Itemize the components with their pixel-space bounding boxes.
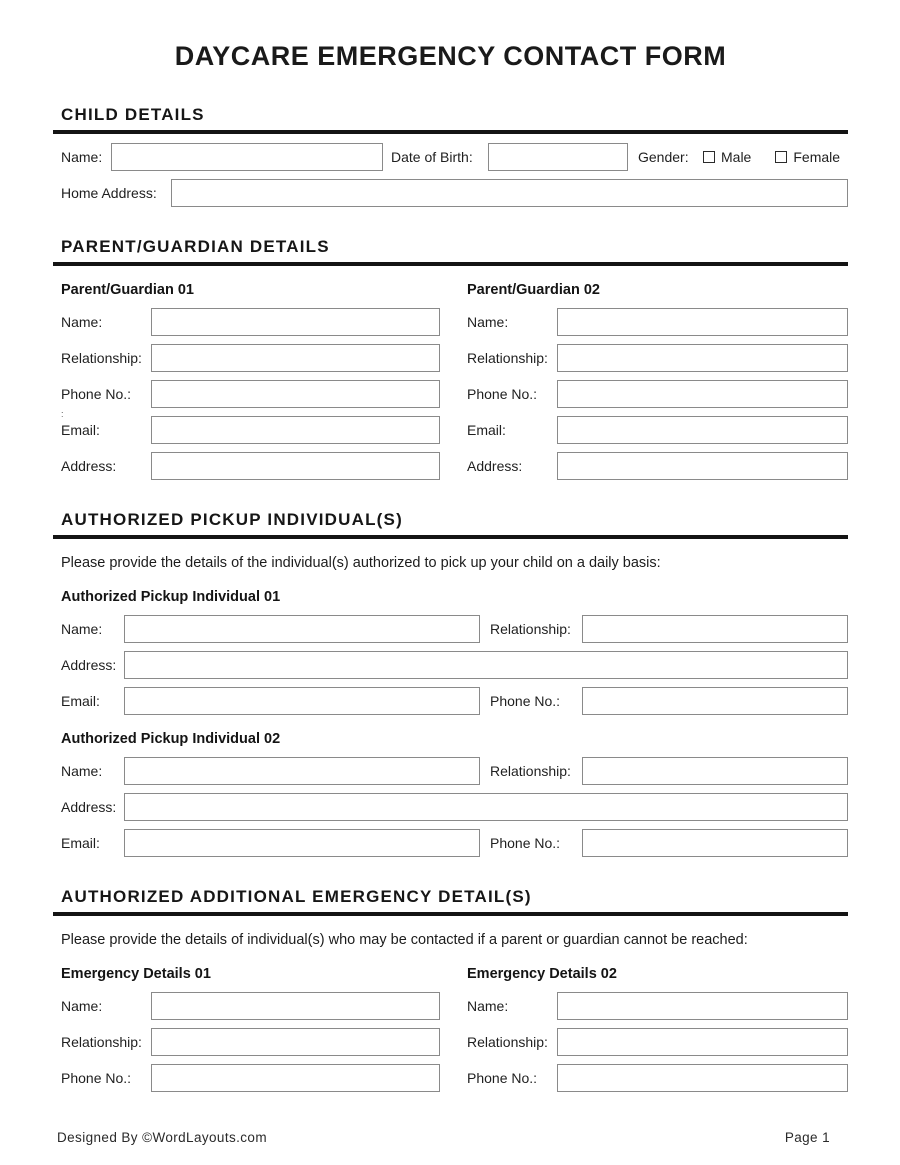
pickup2-phone-label: Phone No.: [490,835,561,851]
parent1-name-input[interactable] [151,308,440,336]
column-gap [440,964,467,1092]
parent-guardian-divider [53,262,848,266]
pickup2-email-row [61,829,848,857]
child-row-2 [61,179,848,207]
pickup1-relationship-label: Relationship: [490,621,571,637]
pickup2-email-label: Email: [61,835,100,851]
pickup1-phone-input[interactable] [582,687,848,715]
pickup1-phone-label: Phone No.: [490,693,561,709]
parent1-column [61,280,440,480]
emergency-divider [53,912,848,916]
pickup2-phone-input[interactable] [582,829,848,857]
pickup1-name-input[interactable] [124,615,480,643]
gender-male-label: Male [721,149,752,165]
pickup2-address-label: Address: [61,799,117,815]
pickup2-email-input[interactable] [124,829,480,857]
emergency-columns [61,964,848,1092]
parent-guardian-columns [61,280,848,480]
parent2-phone-label: Phone No.: [467,386,538,402]
pickup2-relationship-input[interactable] [582,757,848,785]
parent1-email-label: Email: [61,422,100,438]
parent2-relationship-row [467,344,848,372]
pickup-divider [53,535,848,539]
parent1-email-row [61,416,440,444]
parent2-column [467,280,848,480]
parent2-relationship-input[interactable] [557,344,848,372]
parent2-name-label: Name: [467,314,509,330]
pickup1-address-row [61,651,848,679]
emergency2-phone-row [467,1064,848,1092]
child-details-divider [53,130,848,134]
pickup1-name-label: Name: [61,621,103,637]
pickup1-subheading: Authorized Pickup Individual 01 [61,589,281,605]
emergency2-relationship-label: Relationship: [467,1034,548,1050]
emergency2-name-label: Name: [467,998,509,1014]
parent1-phone-row [61,380,440,419]
child-home-address-input[interactable] [171,179,848,207]
parent2-address-row [467,452,848,480]
emergency2-name-input[interactable] [557,992,848,1020]
parent1-phone-label: Phone No.: [61,386,132,402]
emergency1-phone-row [61,1064,440,1092]
emergency1-relationship-label: Relationship: [61,1034,142,1050]
parent2-phone-input[interactable] [557,380,848,408]
parent2-email-input[interactable] [557,416,848,444]
parent1-relationship-row [61,344,440,372]
parent2-name-input[interactable] [557,308,848,336]
child-home-address-label: Home Address: [61,185,157,201]
emergency1-phone-label: Phone No.: [61,1070,132,1086]
pickup1-address-label: Address: [61,657,117,673]
parent2-address-input[interactable] [557,452,848,480]
pickup-intro: Please provide the details of the individual(s) authorized to pick up your child on a daily basis: [61,555,661,571]
parent2-email-row [467,416,848,444]
pickup1-email-row [61,687,848,715]
footer-credit: Designed By ©WordLayouts.com [57,1130,267,1145]
child-dob-label: Date of Birth: [391,149,473,165]
parent1-relationship-input[interactable] [151,344,440,372]
child-row-1 [61,143,848,171]
gender-female-label: Female [793,149,841,165]
emergency2-subheading: Emergency Details 02 [467,966,617,982]
parent1-subheading: Parent/Guardian 01 [61,282,194,298]
emergency1-name-input[interactable] [151,992,440,1020]
pickup1-email-label: Email: [61,693,100,709]
pickup1-name-row [61,615,848,643]
emergency-heading: AUTHORIZED ADDITIONAL EMERGENCY DETAIL(S) [61,887,532,906]
parent-guardian-heading: PARENT/GUARDIAN DETAILS [61,237,330,256]
pickup1-relationship-input[interactable] [582,615,848,643]
emergency1-phone-input[interactable] [151,1064,440,1092]
pickup2-name-row [61,757,848,785]
parent1-name-row [61,308,440,336]
pickup2-relationship-label: Relationship: [490,763,571,779]
emergency1-name-label: Name: [61,998,103,1014]
pickup2-name-input[interactable] [124,757,480,785]
parent1-address-input[interactable] [151,452,440,480]
emergency1-relationship-row [61,1028,440,1056]
emergency2-phone-input[interactable] [557,1064,848,1092]
parent1-name-label: Name: [61,314,103,330]
parent1-phone-input[interactable] [151,380,440,408]
gender-male-checkbox[interactable] [703,151,715,163]
pickup1-address-input[interactable] [124,651,848,679]
emergency2-relationship-input[interactable] [557,1028,848,1056]
parent2-name-row [467,308,848,336]
emergency1-relationship-input[interactable] [151,1028,440,1056]
emergency2-relationship-row [467,1028,848,1056]
child-gender-label: Gender: [638,149,689,165]
gender-female-option [775,149,840,165]
child-name-input[interactable] [111,143,383,171]
parent1-email-input[interactable] [151,416,440,444]
child-dob-input[interactable] [488,143,628,171]
pickup1-email-input[interactable] [124,687,480,715]
page-footer [57,1130,830,1145]
parent2-address-label: Address: [467,458,523,474]
child-details-heading: CHILD DETAILS [61,105,205,124]
parent1-address-row [61,452,440,480]
emergency2-column [467,964,848,1092]
parent2-relationship-label: Relationship: [467,350,548,366]
emergency1-column [61,964,440,1092]
parent2-subheading: Parent/Guardian 02 [467,282,600,298]
parent1-address-label: Address: [61,458,117,474]
pickup2-name-label: Name: [61,763,103,779]
emergency1-subheading: Emergency Details 01 [61,966,211,982]
pickup2-subheading: Authorized Pickup Individual 02 [61,731,281,747]
emergency2-phone-label: Phone No.: [467,1070,538,1086]
emergency2-name-row [467,992,848,1020]
emergency1-name-row [61,992,440,1020]
gender-female-checkbox[interactable] [775,151,787,163]
footer-page-number: Page 1 [784,1130,830,1145]
parent2-phone-row [467,380,848,408]
gender-male-option [703,149,751,165]
child-name-label: Name: [61,149,103,165]
pickup-heading: AUTHORIZED PICKUP INDIVIDUAL(S) [61,510,403,529]
pickup2-address-row [61,793,848,821]
stray-colon-mark: : [61,409,64,419]
parent1-relationship-label: Relationship: [61,350,142,366]
page-title: DAYCARE EMERGENCY CONTACT FORM [174,41,727,71]
column-gap [440,280,467,480]
pickup2-address-input[interactable] [124,793,848,821]
emergency-intro: Please provide the details of individual(s) who may be contacted if a parent or guardian cannot be reached: [61,932,748,948]
parent2-email-label: Email: [467,422,506,438]
